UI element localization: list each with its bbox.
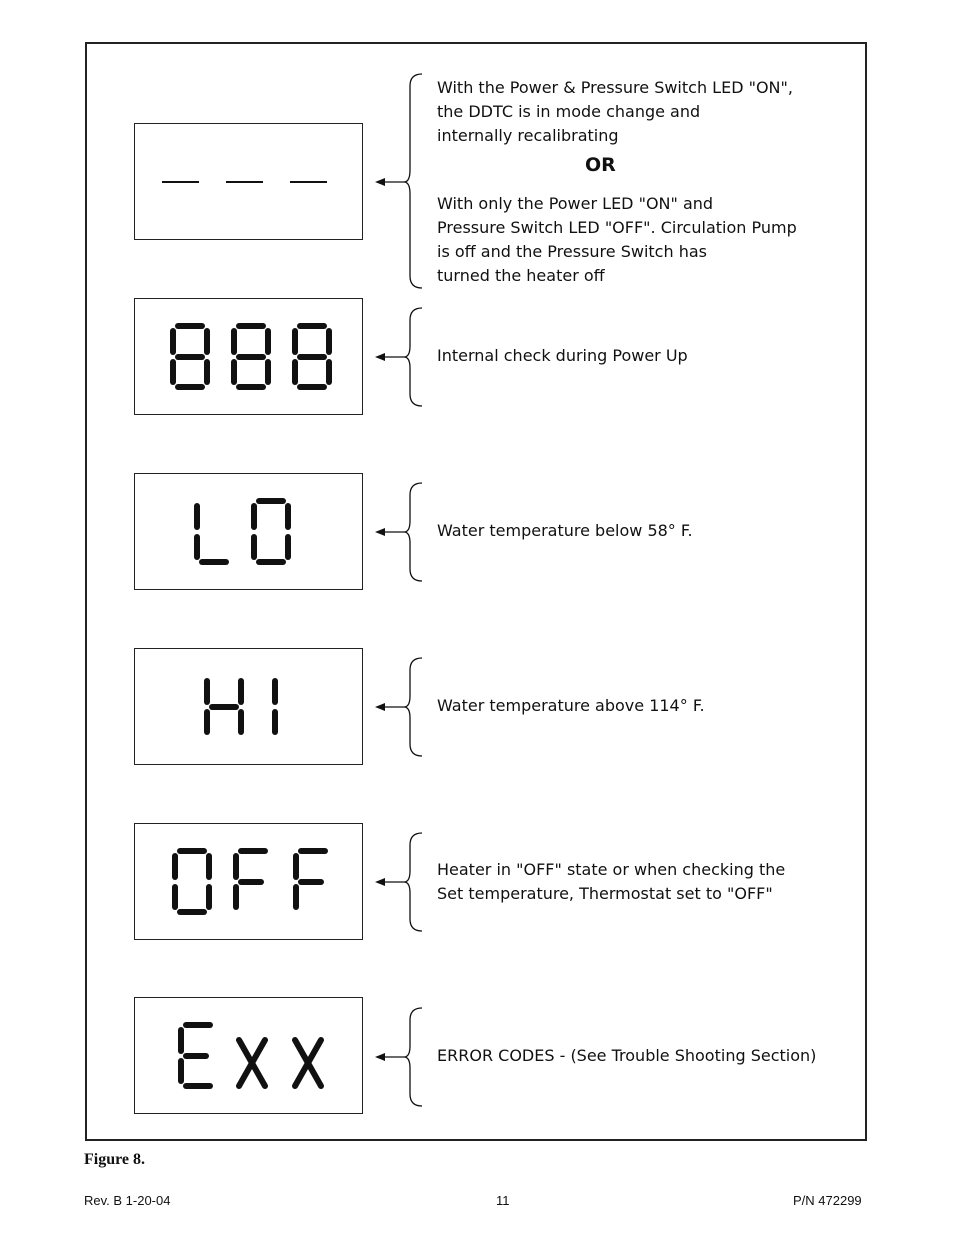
description-line: Set temperature, Thermostat set to "OFF"	[437, 884, 773, 903]
description-row-4	[437, 694, 705, 718]
description-row-1	[437, 76, 793, 148]
description-line: is off and the Pressure Switch has	[437, 242, 707, 261]
lcd-display-888	[134, 298, 363, 415]
description-line: Pressure Switch LED "OFF". Circulation Pump	[437, 218, 797, 237]
description-row-3	[437, 519, 693, 543]
lcd-display-hi	[134, 648, 363, 765]
description-line: ERROR CODES - (See Trouble Shooting Section)	[437, 1046, 817, 1065]
description-line: the DDTC is in mode change and	[437, 102, 701, 121]
description-line: With only the Power LED "ON" and	[437, 194, 714, 213]
description-line: internally recalibrating	[437, 126, 619, 145]
exx-readout	[135, 998, 364, 1115]
lcd-display-dashes	[134, 123, 363, 240]
description-line: turned the heater off	[437, 266, 605, 285]
off-readout	[135, 824, 364, 941]
888-readout	[135, 299, 364, 416]
footer-part-number: P/N 472299	[793, 1193, 862, 1208]
description-row-2	[437, 344, 688, 368]
lcd-display-lo	[134, 473, 363, 590]
brace-pointer-5	[372, 831, 432, 933]
brace-pointer-6	[372, 1006, 432, 1108]
footer-page-number: 11	[496, 1193, 510, 1208]
description-line: With the Power & Pressure Switch LED "ON",	[437, 78, 793, 97]
brace-pointer-1	[372, 72, 432, 290]
description-row-5	[437, 858, 785, 906]
or-label: OR	[585, 154, 616, 176]
description-line: Water temperature above 114° F.	[437, 696, 705, 715]
lcd-display-off	[134, 823, 363, 940]
dashes-readout	[135, 124, 364, 241]
description-row-1b	[437, 192, 797, 288]
lcd-display-exx	[134, 997, 363, 1114]
description-line: Heater in "OFF" state or when checking the	[437, 860, 786, 879]
lo-readout	[135, 474, 364, 591]
brace-pointer-3	[372, 481, 432, 583]
description-line: Internal check during Power Up	[437, 346, 688, 365]
figure-caption: Figure 8.	[84, 1151, 146, 1168]
footer-revision: Rev. B 1-20-04	[84, 1193, 171, 1208]
brace-pointer-4	[372, 656, 432, 758]
description-row-6	[437, 1044, 816, 1068]
hi-readout	[135, 649, 364, 766]
description-line: Water temperature below 58° F.	[437, 521, 693, 540]
brace-pointer-2	[372, 306, 432, 408]
